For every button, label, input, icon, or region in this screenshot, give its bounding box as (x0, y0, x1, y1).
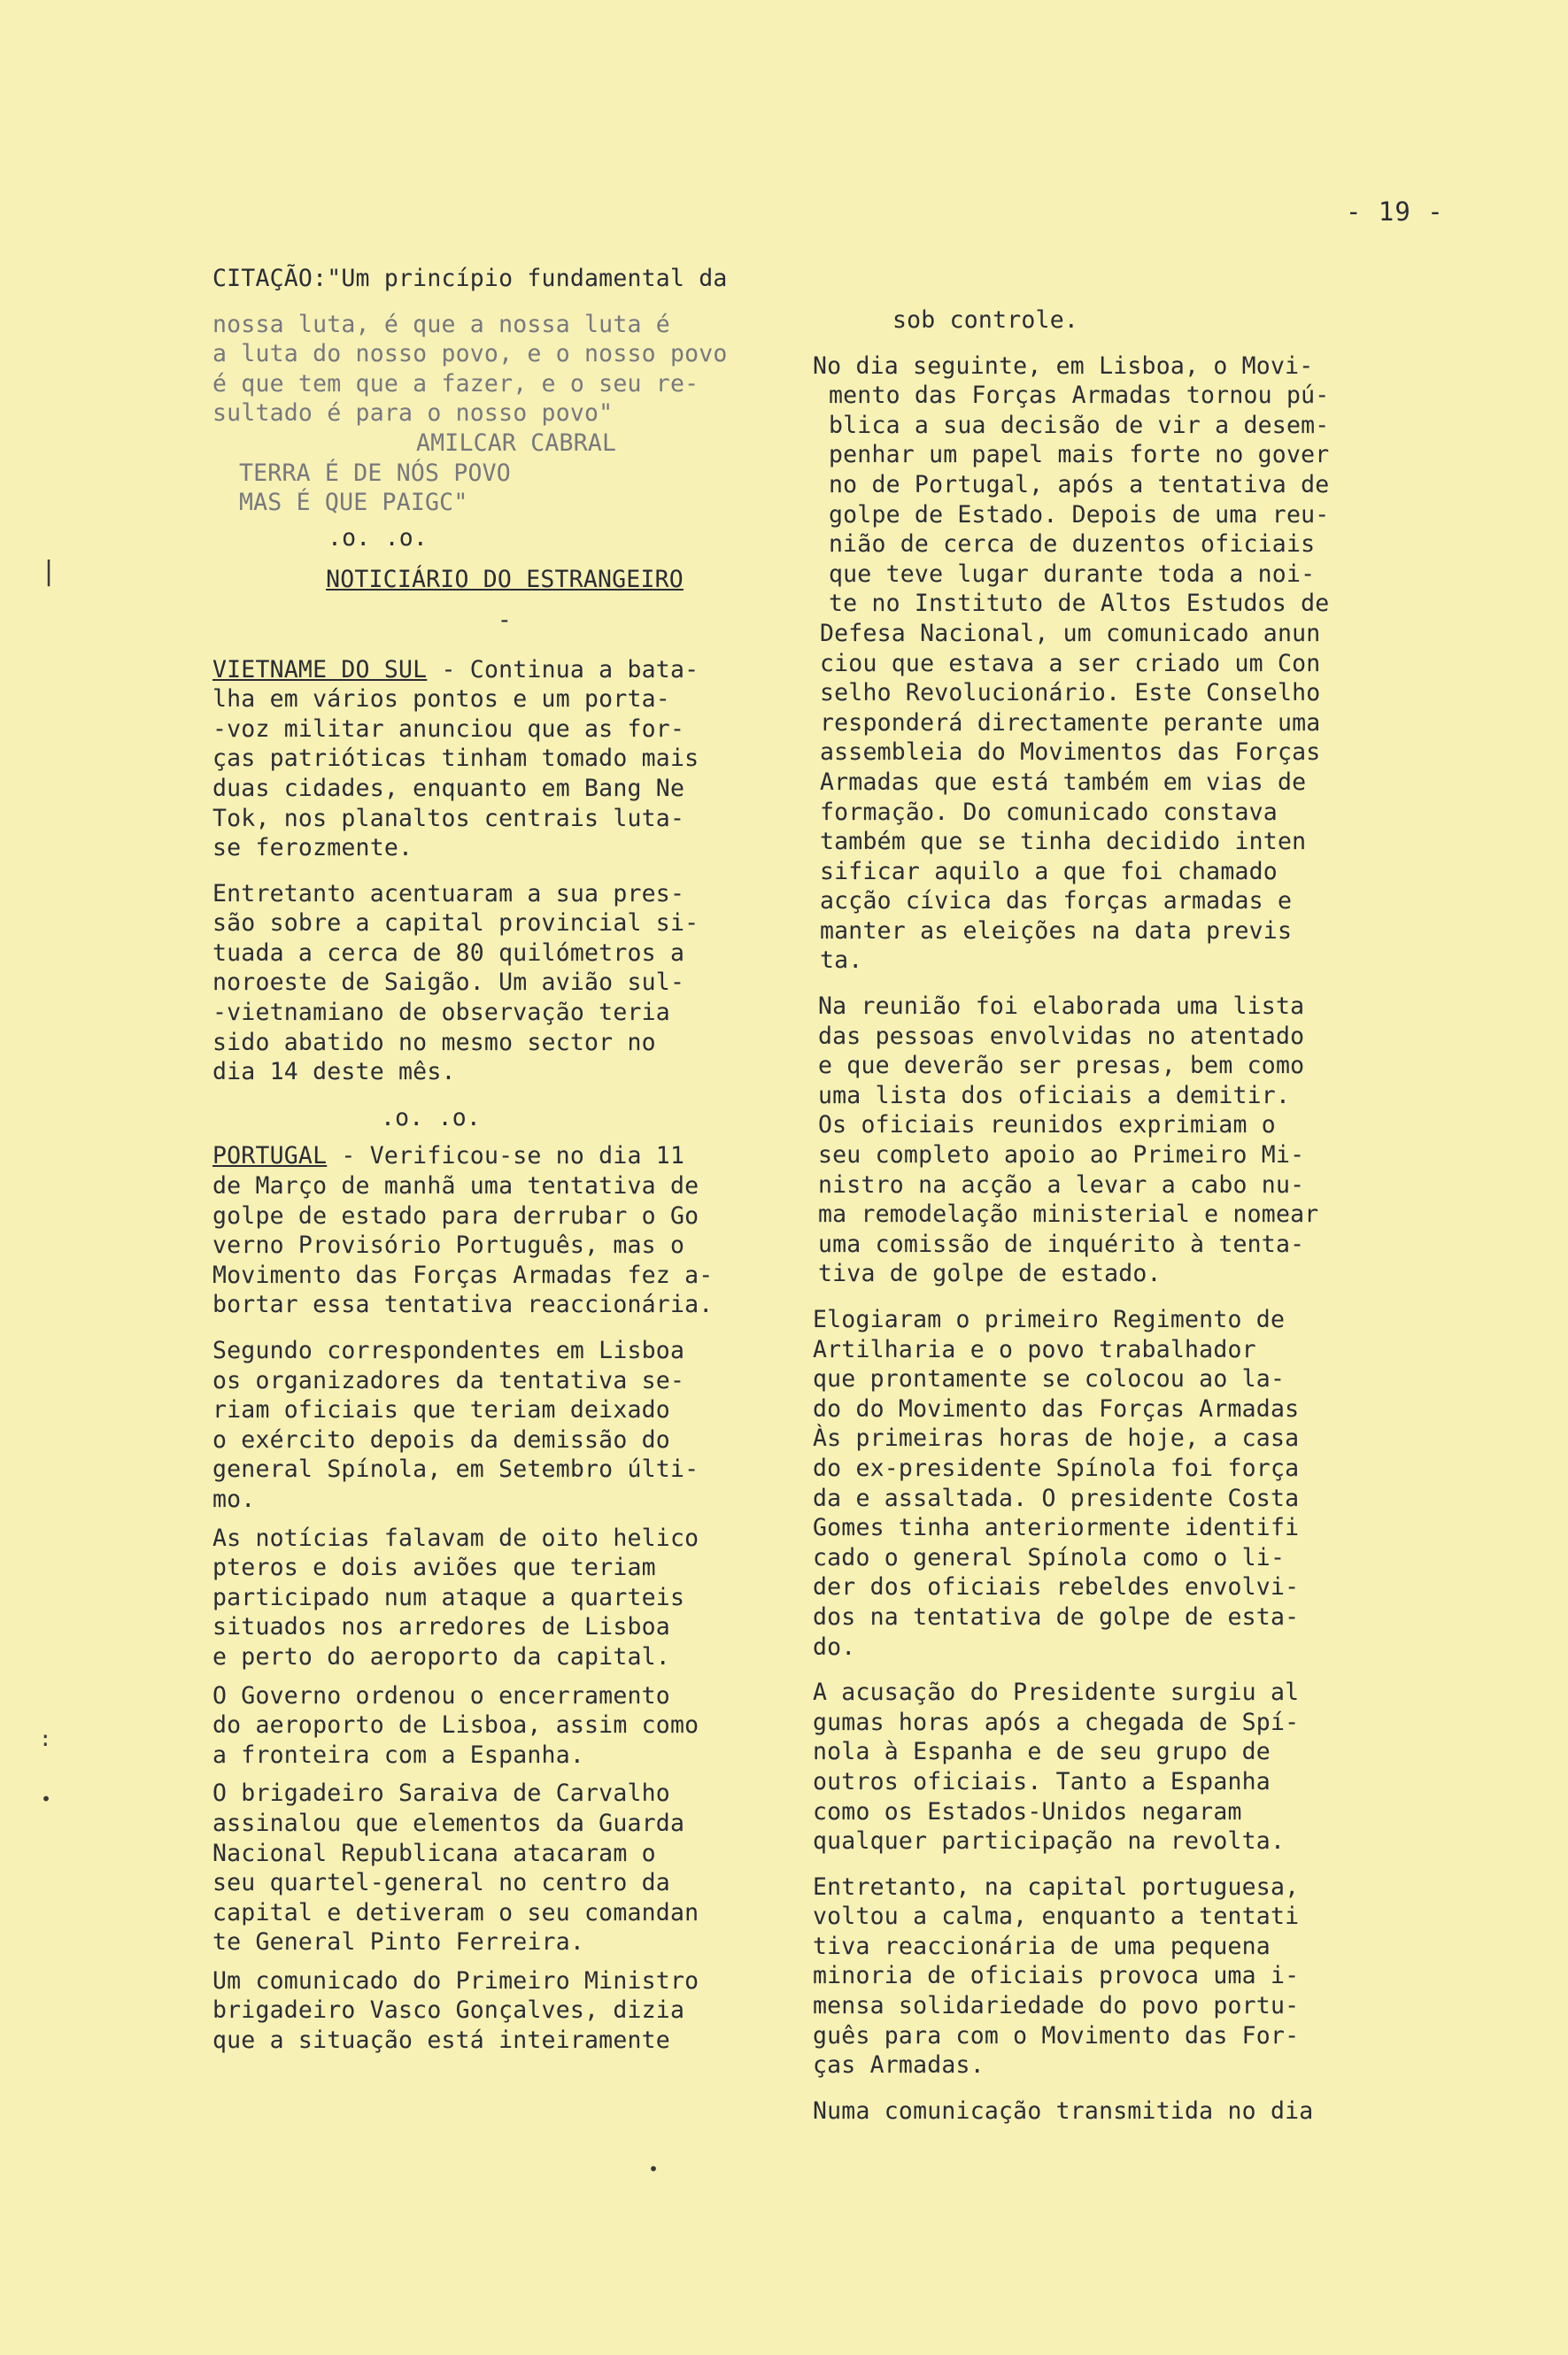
text-line: tuada a cerca de 80 quilómetros a (212, 938, 685, 967)
text-line: te no Instituto de Altos Estudos de (829, 590, 1330, 618)
margin-mark: • (648, 2158, 660, 2180)
right-paragraph-6 (813, 1872, 1397, 2081)
text-line: do. (813, 1633, 856, 1661)
citation-line: sultado é para o nosso povo" (212, 399, 614, 428)
text-line: brigadeiro Vasco Gonçalves, dizia (212, 1996, 685, 2025)
text-line: nião de cerca de duzentos oficiais (829, 530, 1316, 559)
text-line: bortar essa tentativa reaccionária. (212, 1291, 714, 1319)
citation-author: AMILCAR CABRAL (416, 429, 617, 457)
vietname-paragraph-1 (212, 655, 797, 863)
text-line: Os oficiais reunidos exprimiam o (818, 1111, 1276, 1139)
text-line: os organizadores da tentativa se- (212, 1366, 685, 1394)
text-line: manter as eleições na data previs (820, 916, 1293, 945)
text-line: minoria de oficiais provoca uma i- (813, 1962, 1300, 1990)
text-line: -voz militar anunciou que as for- (212, 714, 685, 743)
text-line: golpe de estado para derrubar o Go (212, 1201, 699, 1230)
separator: - (497, 606, 513, 634)
text-line: guês para com o Movimento das For- (813, 2021, 1300, 2050)
right-paragraph-7 (813, 2096, 1397, 2127)
text-line: ma remodelação ministerial e nomear (818, 1201, 1319, 1229)
text-line: selho Revolucionário. Este Conselho (820, 679, 1321, 707)
citation-line: é que tem que a fazer, e o seu re- (212, 369, 699, 398)
text-line: nistro na acção a levar a cabo nu- (818, 1170, 1305, 1199)
text-line: no de Portugal, após a tentativa de (829, 470, 1330, 498)
right-paragraph-5 (813, 1678, 1397, 1857)
text-line: te General Pinto Ferreira. (212, 1928, 585, 1957)
text-line: e que deverão ser presas, bem como (818, 1052, 1305, 1080)
portugal-paragraph-5 (212, 1779, 797, 1957)
text-line: Entretanto, na capital portuguesa, (813, 1872, 1300, 1901)
text-line: qualquer participação na revolta. (813, 1827, 1286, 1856)
text-line: assinalou que elementos da Guarda (212, 1809, 685, 1837)
right-paragraph-2 (813, 351, 1397, 976)
text-line: ciou que estava a ser criado um Con (820, 649, 1321, 677)
right-paragraph-4 (813, 1305, 1397, 1662)
vietname-title: VIETNAME DO SUL (212, 655, 428, 683)
text-line: e perto do aeroporto da capital. (212, 1642, 670, 1671)
text-line: participado num ataque a quarteis (212, 1583, 685, 1611)
text-line: mensa solidariedade do povo portu- (813, 1992, 1300, 2020)
text-line: das pessoas envolvidas no atentado (818, 1022, 1305, 1050)
text-line: que teve lugar durante toda a noi- (829, 560, 1316, 588)
text-line: dia 14 deste mês. (212, 1058, 456, 1086)
citation-line: nossa luta, é que a nossa luta é (212, 310, 670, 338)
text-line: situados nos arredores de Lisboa (212, 1613, 670, 1641)
text-line: como os Estados-Unidos negaram (813, 1797, 1242, 1826)
text-line: ças Armadas. (813, 2051, 985, 2080)
text-line: se ferozmente. (212, 834, 413, 862)
separator: .o. .o. (381, 1103, 482, 1131)
citation-line: CITAÇÃO:"Um princípio fundamental da (212, 265, 728, 292)
text-line: pteros e dois aviões que teriam (212, 1554, 656, 1582)
text-line: capital e detiveram o seu comandan (212, 1898, 699, 1926)
text-line: são sobre a capital provincial si- (212, 909, 699, 938)
text-line: da e assaltada. O presidente Costa (813, 1484, 1300, 1512)
text-line: ta. (820, 946, 863, 975)
text-line: Às primeiras horas de hoje, a casa (813, 1425, 1300, 1453)
text-line: dos na tentativa de golpe de esta- (813, 1602, 1300, 1631)
citation-line: TERRA É DE NÓS POVO (239, 459, 511, 487)
text-line: tiva de golpe de estado. (818, 1260, 1162, 1288)
text-line: também que se tinha decidido inten (820, 828, 1307, 856)
citation-line: MAS É QUE PAIGC" (239, 489, 468, 517)
text-line: Tok, nos planaltos centrais luta- (212, 804, 685, 832)
right-paragraph-3 (813, 992, 1397, 1289)
text-line: golpe de Estado. Depois de uma reu- (829, 500, 1330, 529)
text-line: sob controle. (892, 306, 1079, 334)
text-line: do do Movimento das Forças Armadas (813, 1394, 1300, 1423)
text-line: seu completo apoio ao Primeiro Mi- (818, 1141, 1305, 1170)
text-line: O Governo ordenou o encerramento (212, 1681, 670, 1710)
margin-mark: : (39, 1726, 52, 1751)
text-line: outros oficiais. Tanto a Espanha (813, 1767, 1271, 1795)
text-line: O brigadeiro Saraiva de Carvalho (212, 1780, 670, 1808)
margin-mark: • (41, 1788, 52, 1810)
text-line: Gomes tinha anteriormente identifi (813, 1514, 1300, 1542)
text-line: No dia seguinte, em Lisboa, o Movi- (813, 351, 1314, 380)
text-line: do aeroporto de Lisboa, assim como (212, 1711, 699, 1740)
text-line: voltou a calma, enquanto a tentati (813, 1903, 1300, 1931)
text-line: sificar aquilo a que foi chamado (820, 857, 1278, 885)
text-line: o exército depois da demissão do (212, 1425, 670, 1454)
text-line: nola à Espanha e de seu grupo de (813, 1738, 1271, 1766)
left-column (212, 264, 797, 2065)
text-line: Armadas que está também em vias de (820, 768, 1307, 796)
text-line: Na reunião foi elaborada uma lista (818, 992, 1305, 1021)
text-line: - Verificou-se no dia 11 (327, 1142, 685, 1170)
text-line: As notícias falavam de oito helico (212, 1524, 699, 1552)
citation-line: a luta do nosso povo, e o nosso povo (212, 340, 728, 368)
text-line: uma comissão de inquérito à tenta- (818, 1230, 1305, 1258)
text-line: gumas horas após a chegada de Spí- (813, 1708, 1300, 1736)
text-line: seu quartel-general no centro da (212, 1869, 670, 1897)
text-line: uma lista dos oficiais a demitir. (818, 1081, 1291, 1109)
text-line: sido abatido no mesmo sector no (212, 1028, 656, 1056)
text-line: Numa comunicação transmitida no dia (813, 2096, 1314, 2125)
text-line: noroeste de Saigão. Um avião sul- (212, 969, 685, 997)
right-paragraph-1 (813, 305, 1397, 336)
text-line: responderá directamente perante uma (820, 708, 1321, 737)
text-line: Um comunicado do Primeiro Ministro (212, 1966, 699, 1995)
text-line: que prontamente se colocou ao la- (813, 1365, 1286, 1394)
citation-block (212, 264, 797, 518)
text-line: ças patrióticas tinham tomado mais (212, 745, 699, 773)
text-line: verno Provisório Português, mas o (212, 1232, 685, 1260)
text-line: do ex-presidente Spínola foi força (813, 1454, 1300, 1482)
portugal-title: PORTUGAL (212, 1142, 328, 1170)
portugal-paragraph-6 (212, 1966, 797, 2056)
text-line: Movimento das Forças Armadas fez a- (212, 1261, 714, 1289)
right-column (813, 305, 1397, 2142)
text-line: acção cívica das forças armadas e (820, 887, 1293, 915)
text-line: a fronteira com a Espanha. (212, 1741, 585, 1769)
text-line: Segundo correspondentes em Lisboa (212, 1337, 685, 1364)
text-line: general Spínola, em Setembro últi- (212, 1455, 699, 1484)
text-line: lha em vários pontos e um porta- (212, 685, 670, 714)
text-line: penhar um papel mais forte no gover (829, 441, 1330, 469)
text-line: - Continua a bata- (427, 655, 699, 683)
text-line: que a situação está inteiramente (212, 2027, 670, 2055)
text-line: tiva reaccionária de uma pequena (813, 1932, 1271, 1960)
text-line: der dos oficiais rebeldes envolvi- (813, 1573, 1300, 1602)
text-line: Entretanto acentuaram a sua pres- (212, 879, 685, 907)
portugal-paragraph-3 (212, 1524, 797, 1672)
text-line: formação. Do comunicado constava (820, 798, 1278, 826)
portugal-paragraph-2 (212, 1336, 797, 1515)
vietname-paragraph-2 (212, 879, 797, 1087)
text-line: A acusação do Presidente surgiu al (813, 1679, 1300, 1707)
text-line: mo. (212, 1485, 256, 1513)
portugal-paragraph-4 (212, 1681, 797, 1771)
separator: .o. .o. (328, 523, 429, 552)
text-line: Elogiaram o primeiro Regimento de (813, 1306, 1286, 1333)
text-line: Artilharia e o povo trabalhador (813, 1335, 1256, 1363)
text-line: mento das Forças Armadas tornou pú- (829, 382, 1330, 410)
text-line: de Março de manhã uma tentativa de (212, 1172, 699, 1201)
text-line: Nacional Republicana atacaram o (212, 1839, 656, 1867)
margin-mark: | (41, 556, 58, 587)
text-line: blica a sua decisão de vir a desem- (829, 411, 1330, 439)
text-line: duas cidades, enquanto em Bang Ne (212, 774, 685, 802)
text-line: cado o general Spínola como o li- (813, 1543, 1286, 1571)
text-line: assembleia do Movimentos das Forças (820, 738, 1321, 767)
text-line: -vietnamiano de observação teria (212, 999, 670, 1027)
text-line: Defesa Nacional, um comunicado anun (820, 619, 1321, 647)
text-line: riam oficiais que teriam deixado (212, 1396, 670, 1425)
page-number: - 19 - (1346, 197, 1444, 227)
portugal-paragraph-1 (212, 1141, 797, 1320)
section-heading: NOTICIÁRIO DO ESTRANGEIRO (326, 566, 684, 594)
